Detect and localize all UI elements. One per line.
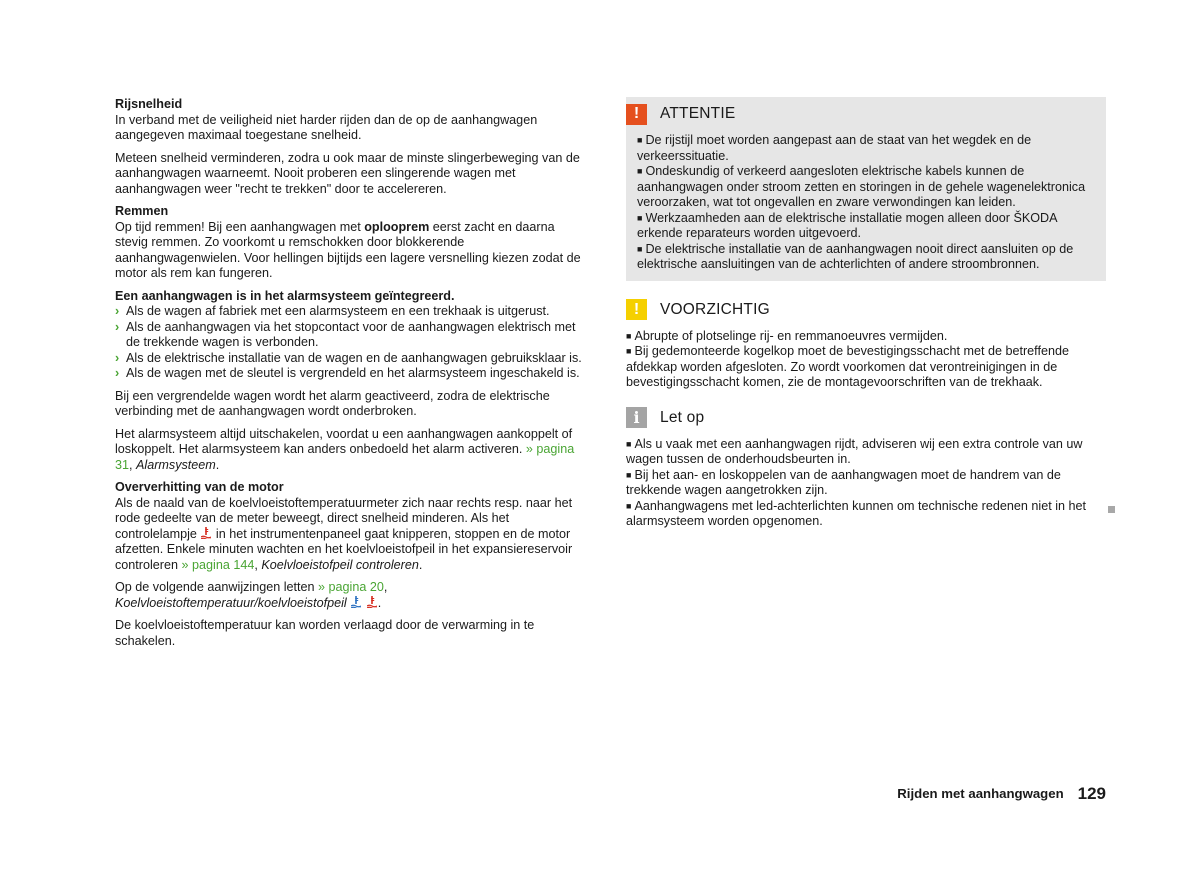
list-item bbox=[115, 366, 590, 382]
warning-icon: ! bbox=[626, 104, 647, 125]
list-item bbox=[626, 437, 1106, 468]
text: eerst zacht en daarna stevig remmen. Zo voorkomt u remschokken door blokkerende aanhangwagenwielen. Voor hellingen bijtijds een lagere versnelling kiezen zodat de motor als rem kan fungeren. bbox=[115, 219, 581, 280]
list-item-text: Werkzaamheden aan de elektrische installatie mogen alleen door ŠKODA erkende reparateurs worden uitgevoerd. bbox=[637, 210, 1057, 240]
reference-title: Koelvloeistofpeil controleren bbox=[261, 557, 419, 572]
section-remmen bbox=[115, 204, 590, 282]
arrow-icon: › bbox=[115, 366, 120, 380]
list-item bbox=[115, 351, 590, 367]
section-alarm-p2 bbox=[115, 427, 590, 474]
list-item-text: De elektrische installatie van de aanhangwagen nooit direct aansluiten op de elektrische aansluitingen van de achterlichten of andere stroombronnen. bbox=[637, 241, 1074, 271]
section-rijsnelheid-2 bbox=[115, 151, 590, 198]
square-bullet-icon: ■ bbox=[626, 438, 632, 449]
reference-title: Koelvloeistoftemperatuur/koelvloeistofpeil bbox=[115, 595, 347, 610]
list-item-text: De rijstijl moet worden aangepast aan de staat van het wegdek en de verkeerssituatie. bbox=[637, 133, 1032, 163]
list-item-text: Als de wagen af fabriek met een alarmsysteem en een trekhaak is uitgerust. bbox=[126, 304, 550, 318]
text: Op tijd remmen! Bij een aanhangwagen met bbox=[115, 219, 365, 234]
square-bullet-icon: ■ bbox=[626, 500, 632, 511]
section-oververhitting bbox=[115, 480, 590, 573]
square-bullet-icon: ■ bbox=[626, 330, 632, 341]
arrow-icon: › bbox=[115, 304, 120, 318]
letop-header bbox=[626, 405, 1106, 431]
list-item bbox=[637, 133, 1096, 164]
square-bullet-icon: ■ bbox=[637, 135, 643, 145]
list-item-text: Aanhangwagens met led-achterlichten kunnen om technische redenen niet in het alarmsysteem worden opgenomen. bbox=[626, 498, 1087, 528]
list-item bbox=[626, 468, 1106, 499]
section-rijsnelheid bbox=[115, 97, 590, 144]
heading-oververhitting: Oververhitting van de motor bbox=[115, 480, 284, 494]
arrow-icon: › bbox=[115, 350, 120, 365]
bold-term: oplooprem bbox=[364, 219, 430, 234]
list-item bbox=[637, 164, 1096, 211]
list-item bbox=[115, 304, 590, 320]
page-link-20[interactable]: » pagina 20 bbox=[318, 580, 384, 594]
section-alarm-p1 bbox=[115, 389, 590, 420]
info-icon: i bbox=[626, 407, 647, 428]
text: Het alarmsysteem altijd uitschakelen, voordat u een aanhangwagen aankoppelt of loskoppelt. Het alarmsysteem kan anders onbedoeld het alarm activeren. bbox=[115, 426, 573, 456]
coolant-warning-blue-icon bbox=[351, 596, 361, 608]
heading-alarm: Een aanhangwagen is in het alarmsysteem geïntegreerd. bbox=[115, 288, 455, 303]
list-item bbox=[626, 329, 1106, 345]
coolant-warning-red-icon bbox=[201, 527, 211, 539]
list-item-text: Als de aanhangwagen via het stopcontact voor de aanhangwagen elektrisch met de trekkende wagen is verbonden. bbox=[126, 319, 576, 349]
attentie-header bbox=[626, 101, 1096, 127]
paragraph bbox=[115, 220, 590, 282]
coolant-warning-red-icon bbox=[367, 596, 377, 608]
heading-rijsnelheid: Rijsnelheid bbox=[115, 97, 183, 111]
voorzichtig-title: VOORZICHTIG bbox=[660, 300, 770, 318]
list-item-text: Ondeskundig of verkeerd aangesloten elektrische kabels kunnen de aanhangwagen onder stroom zetten en storingen in de gehele wagenelektronica veroorzaken, wat tot ongevallen en zware verwondingen kan leiden. bbox=[637, 164, 1086, 209]
paragraph: Meteen snelheid verminderen, zodra u ook maar de minste slingerbeweging van de aanhangwagen waarneemt. Nooit proberen een slingerende wagen met aanhangwagen weer "recht te trekken" door te accelereren. bbox=[115, 150, 580, 196]
attentie-box bbox=[626, 97, 1106, 281]
letop-title: Let op bbox=[660, 408, 705, 426]
list-item-text: Bij gedemonteerde kogelkop moet de bevestigingsschacht met de betreffende afdekkap worden afgesloten. Zo wordt voorkomen dat verontreinigingen in de bevestigingsschacht komen, zie de montagevoorschriften van de trekhaak. bbox=[626, 344, 1069, 389]
section-alarm bbox=[115, 289, 590, 382]
paragraph: De koelvloeistoftemperatuur kan worden verlaagd door de verwarming in te schakelen. bbox=[115, 618, 535, 648]
list-item bbox=[637, 211, 1096, 242]
list-item-text: Bij het aan- en loskoppelen van de aanhangwagen moet de handrem van de trekkende wagen aangetrokken zijn. bbox=[626, 467, 1061, 497]
paragraph: Het alarmsysteem altijd uitschakelen, voordat u een aanhangwagen aankoppelt of loskoppelt. Het alarmsysteem kan anders onbedoeld het alarm activeren. » pagina 31, Alarmsysteem. bbox=[115, 426, 575, 472]
text: in het instrumentenpaneel gaat knipperen, stoppen en de motor afzetten. Enkele minuten wachten en het koelvloeistofpeil in het expansiereservoir controleren bbox=[115, 526, 573, 572]
square-bullet-icon: ■ bbox=[626, 346, 632, 356]
attentie-items bbox=[626, 133, 1096, 273]
list-item bbox=[626, 499, 1106, 530]
list-item bbox=[115, 320, 590, 351]
text: Op de volgende aanwijzingen letten bbox=[115, 580, 319, 594]
list-item bbox=[637, 242, 1096, 273]
footer-chapter-title: Rijden met aanhangwagen bbox=[897, 786, 1064, 801]
paragraph: Bij een vergrendelde wagen wordt het alarm geactiveerd, zodra de elektrische verbinding met de aanhangwagen wordt onderbroken. bbox=[115, 388, 550, 418]
right-column bbox=[626, 97, 1106, 530]
caution-icon: ! bbox=[626, 299, 647, 320]
page-link-31[interactable]: » pagina 31 bbox=[115, 442, 575, 472]
list-item bbox=[626, 344, 1106, 391]
paragraph: Als de naald van de koelvloeistoftemperatuurmeter zich naar rechts resp. naar het rode gedeelte van de meter beweegt, direct snelheid minderen. Als het controlelampje in het instrumentenpaneel gaat knipperen, stoppen en de motor afzetten. Enkele minuten wachten en het koelvloeistofpeil in het expansiereservoir controleren » pagina 144, Koelvloeistofpeil controleren. bbox=[115, 495, 573, 572]
paragraph: In verband met de veiligheid niet harder rijden dan de op de aanhangwagen aangegeven maximaal toegestane snelheid. bbox=[115, 112, 538, 142]
list-item-text: Als de elektrische installatie van de wagen en de aanhangwagen gebruiksklaar is. bbox=[126, 350, 582, 365]
section-end-mark bbox=[1108, 506, 1115, 513]
list-item-text: Als u vaak met een aanhangwagen rijdt, adviseren wij een extra controle van uw wagen tussen de onderhoudsbeurten in. bbox=[626, 436, 1083, 466]
reference-title: Alarmsysteem bbox=[136, 457, 216, 472]
square-bullet-icon: ■ bbox=[637, 166, 643, 176]
voorzichtig-header bbox=[626, 297, 1106, 323]
arrow-icon: › bbox=[115, 319, 120, 334]
page-link-144[interactable]: » pagina 144 bbox=[181, 557, 255, 572]
square-bullet-icon: ■ bbox=[626, 469, 632, 480]
section-oververhitting-p2 bbox=[115, 580, 590, 611]
left-column bbox=[115, 97, 590, 656]
text: Als de naald van de koelvloeistoftemperatuurmeter zich naar rechts resp. naar het rode gedeelte van de meter beweegt, direct snelheid minderen. Als het controlelampje bbox=[115, 495, 573, 541]
paragraph: Op de volgende aanwijzingen letten » pagina 20, Koelvloeistoftemperatuur/koelvloeistofpeil . bbox=[115, 580, 388, 610]
list-item-text: Abrupte of plotselinge rij- en remmanoeuvres vermijden. bbox=[634, 328, 948, 343]
page-number: 129 bbox=[1077, 784, 1106, 803]
voorzichtig-box bbox=[626, 297, 1106, 391]
heading-remmen: Remmen bbox=[115, 204, 169, 218]
square-bullet-icon: ■ bbox=[637, 243, 643, 254]
letop-box bbox=[626, 405, 1106, 530]
square-bullet-icon: ■ bbox=[637, 212, 643, 223]
list-item-text: Als de wagen met de sleutel is vergrendeld en het alarmsysteem ingeschakeld is. bbox=[126, 366, 580, 380]
section-oververhitting-p3 bbox=[115, 618, 590, 649]
attentie-title: ATTENTIE bbox=[660, 105, 736, 123]
page-footer bbox=[0, 786, 1106, 804]
